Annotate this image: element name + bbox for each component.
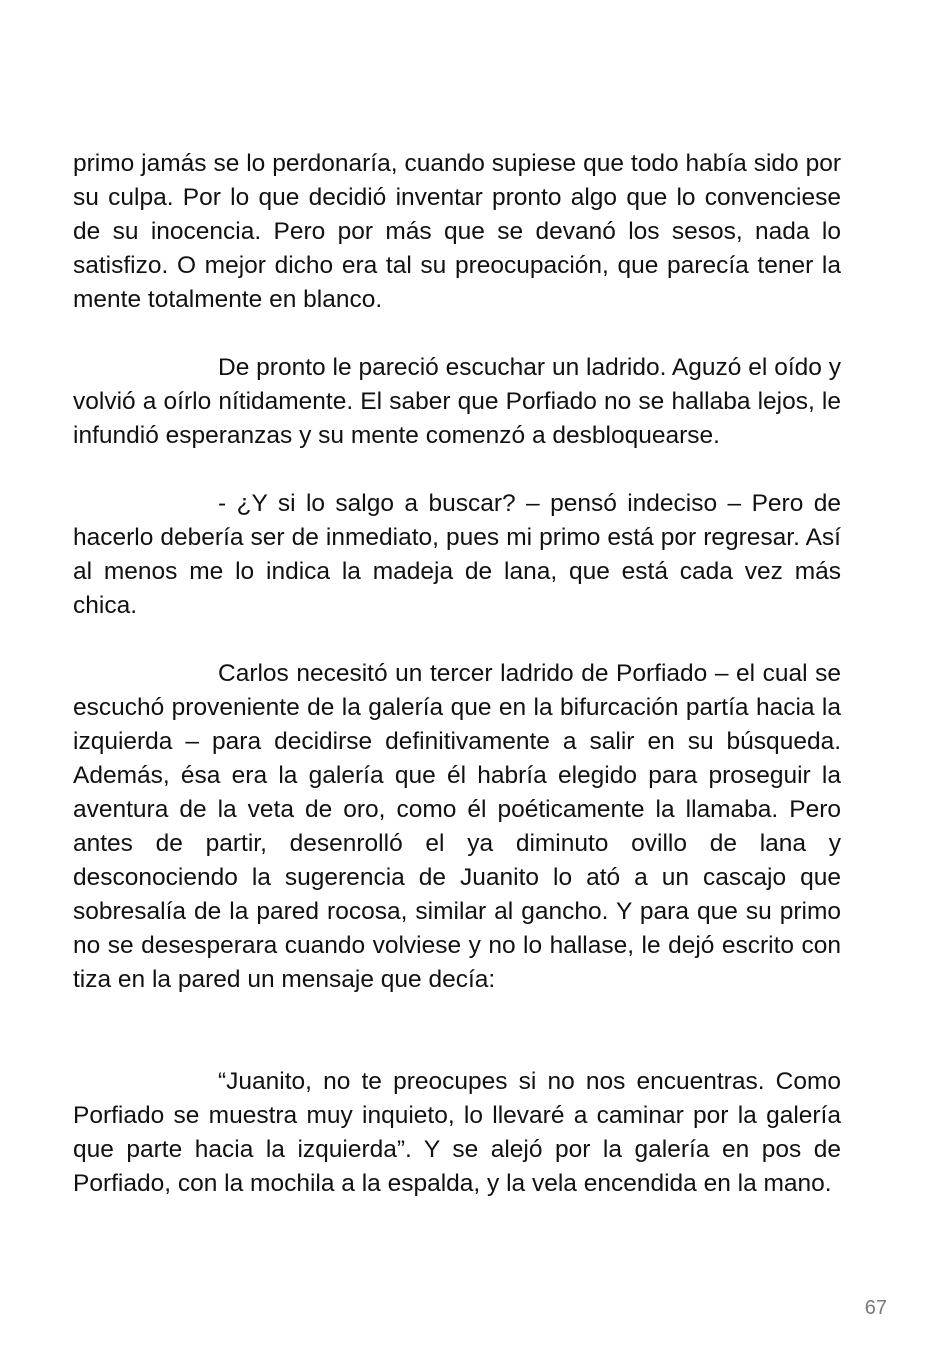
paragraph-2: De pronto le pareció escuchar un ladrido. Aguzó el oído y volvió a oírlo nítidamente. El saber que Porfiado no se hallaba lejos, le infundió esperanzas y su mente comenzó a desbloquearse. [73,354,841,449]
body-text [73,147,841,1201]
paragraph-3: - ¿Y si lo salgo a buscar? – pensó indeciso – Pero de hacerlo debería ser de inmediato, pues mi primo está por regresar. Así al menos me lo indica la madeja de lana, que está cada vez más chica. [73,490,841,619]
page-number: 67 [864,1297,887,1319]
paragraph-1: primo jamás se lo perdonaría, cuando supiese que todo había sido por su culpa. Por lo que decidió inventar pronto algo que lo convenciese de su inocencia. Pero por más que se devanó los sesos, nada lo satisfizo. O mejor dicho era tal su preocupación, que parecía tener la mente totalmente en blanco. [73,150,841,313]
paragraph-5: “Juanito, no te preocupes si no nos encuentras. Como Porfiado se muestra muy inquieto, lo llevaré a caminar por la galería que parte hacia la izquierda”. Y se alejó por la galería en pos de Porfiado, con la mochila a la espalda, y la vela encendida en la mano. [73,1068,841,1197]
paragraph-4: Carlos necesitó un tercer ladrido de Porfiado – el cual se escuchó proveniente de la galería que en la bifurcación partía hacia la izquierda – para decidirse definitivamente a salir en su búsqueda. Además, ésa era la galería que él habría elegido para proseguir la aventura de la veta de oro, como él poéticamente la llamaba. Pero antes de partir, desenrolló el ya diminuto ovillo de lana y desconociendo la sugerencia de Juanito lo ató a un cascajo que sobresalía de la pared rocosa, similar al gancho. Y para que su primo no se desesperara cuando volviese y no lo hallase, le dejó escrito con tiza en la pared un mensaje que decía: [73,660,841,993]
